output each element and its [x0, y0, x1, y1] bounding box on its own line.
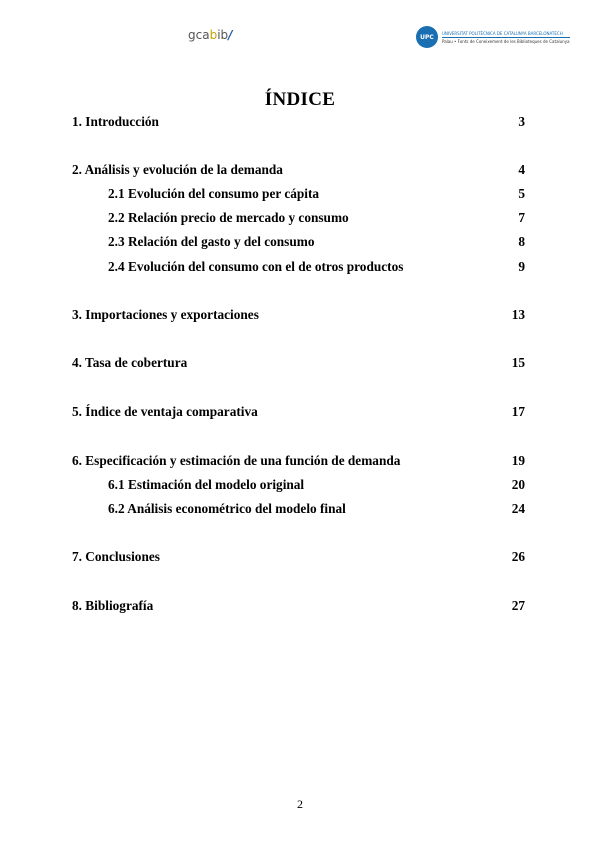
toc-entry-modelo-final[interactable] [108, 501, 525, 517]
header-logos [188, 20, 570, 54]
toc-entry-introduccion[interactable] [72, 114, 525, 130]
toc-entry-conclusiones[interactable] [72, 549, 525, 565]
toc-entry-page: 19 [511, 453, 525, 468]
toc-entry-page: 15 [511, 355, 525, 370]
toc-entry-label: 6.1 Estimación del modelo original [108, 477, 305, 492]
toc-entry-page: 8 [518, 234, 525, 249]
toc-entry-page: 7 [518, 210, 525, 225]
toc-entry-analisis-demanda[interactable] [72, 162, 525, 178]
toc-entry-page: 4 [518, 162, 525, 177]
toc-entry-tasa-cobertura[interactable] [72, 355, 525, 371]
toc-entry-page: 5 [518, 186, 525, 201]
toc-entry-page: 24 [511, 501, 525, 516]
toc-entry-importaciones[interactable] [72, 307, 525, 323]
toc-entry-page: 17 [511, 404, 525, 419]
toc-entry-gasto-consumo[interactable] [108, 234, 525, 250]
toc-entry-page: 20 [511, 477, 525, 492]
toc-entry-label: 8. Bibliografía [72, 598, 154, 613]
toc-entry-page: 13 [511, 307, 525, 322]
toc-entry-bibliografia[interactable] [72, 598, 525, 614]
page-number: 2 [297, 797, 303, 811]
upc-logo-line2: Palau • Fonts de Coneixement de les Biblioteques de Catalunya [442, 38, 570, 44]
upc-seal-icon: UPC [416, 26, 438, 48]
toc-entry-ventaja-comparativa[interactable] [72, 404, 525, 420]
toc-entry-label: 6.2 Análisis econométrico del modelo final [108, 501, 346, 516]
toc-entry-label: 2.2 Relación precio de mercado y consumo [108, 210, 349, 225]
toc-entry-label: 6. Especificación y estimación de una función de demanda [72, 453, 401, 468]
toc-entry-label: 3. Importaciones y exportaciones [72, 307, 259, 322]
toc-entry-page: 9 [518, 259, 525, 274]
toc-entry-label: 2.1 Evolución del consumo per cápita [108, 186, 320, 201]
toc-entry-page: 26 [511, 549, 525, 564]
toc-entry-funcion-demanda[interactable] [72, 453, 525, 469]
toc-entry-label: 1. Introducción [72, 114, 159, 129]
toc-entry-consumo-per-capita[interactable] [108, 186, 525, 202]
toc-entry-otros-productos[interactable] [108, 259, 525, 275]
toc-entry-label: 2.4 Evolución del consumo con el de otros productos [108, 259, 404, 274]
toc-entry-modelo-original[interactable] [108, 477, 525, 493]
toc-entry-page: 27 [511, 598, 525, 613]
toc-entry-page: 3 [518, 114, 525, 129]
toc-entry-label: 4. Tasa de cobertura [72, 355, 188, 370]
toc-entry-precio-consumo[interactable] [108, 210, 525, 226]
toc-entry-label: 5. Índice de ventaja comparativa [72, 404, 258, 419]
toc-entry-label: 2.3 Relación del gasto y del consumo [108, 234, 315, 249]
toc-entry-label: 2. Análisis y evolución de la demanda [72, 162, 283, 177]
page-title: ÍNDICE [264, 89, 336, 110]
gcabib-logo: gcabib/ [188, 28, 233, 42]
upc-logo-line1: UNIVERSITAT POLITÈCNICA DE CATALUNYA BARCELONATECH [442, 30, 563, 36]
toc-entry-label: 7. Conclusiones [72, 549, 160, 564]
upc-logo [416, 26, 570, 48]
